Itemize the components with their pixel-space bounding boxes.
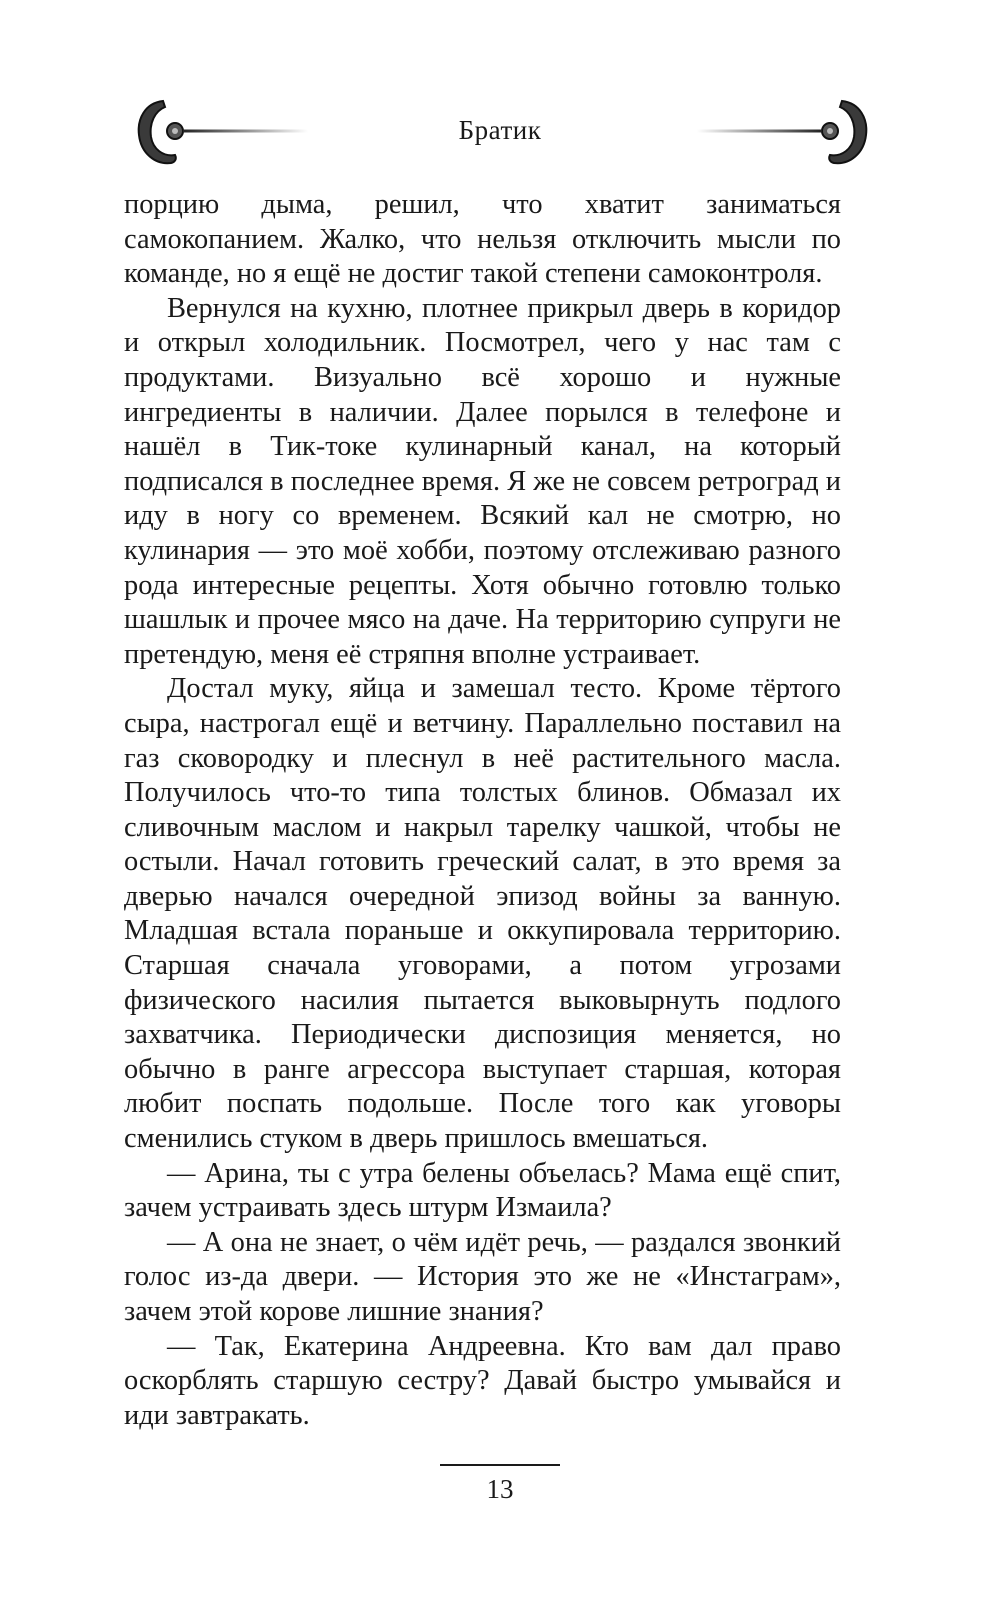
- right-scroll-ornament-icon: [690, 95, 870, 175]
- paragraph: Достал муку, яйца и замешал тесто. Кроме тёртого сыра, настрогал ещё и ветчину. Параллельно поставил на газ сковородку и плеснул в неё растительного масла. Получилось что-то типа толстых блинов. Обмазал их сливочным маслом и накрыл тарелку чашкой, чтобы не остыли. Начал готовить греческий салат, в это время за дверью начался очередной эпизод войны за ванную. Младшая встала пораньше и оккупировала территорию. Старшая сначала уговорами, а потом угрозами физического насилия пытается выковырнуть подлого захватчика. Периодически диспозиция меняется, но обычно в ранге агрессора выступает старшая, которая любит поспать подольше. После того как уговоры сменились стуком в дверь пришлось вмешаться.: [124, 673, 841, 1155]
- paragraph: порцию дыма, решил, что хватит заниматься самокопанием. Жалко, что нельзя отключить мысли по команде, но я ещё не достиг такой степени самоконтроля.: [124, 189, 841, 290]
- running-header: [0, 95, 1000, 185]
- paragraph: Вернулся на кухню, плотнее прикрыл дверь в коридор и открыл холодильник. Посмотрел, чего у нас там с продуктами. Визуально всё хорошо и нужные ингредиенты в наличии. Далее порылся в телефоне и нашёл в Тик-токе кулинарный канал, на который подписался в последнее время. Я же не совсем ретроград и иду в ногу со временем. Всякий кал не смотрю, но кулинария — это моё хобби, поэтому отслеживаю разного рода интересные рецепты. Хотя обычно готовлю только шашлык и прочее мясо на даче. На территорию супруги не претендую, меня её стряпня вполне устраивает.: [124, 292, 841, 670]
- running-title: Братик: [458, 115, 542, 145]
- page-number: 13: [486, 1474, 514, 1504]
- dialogue-paragraph: — Арина, ты с утра белены объелась? Мама ещё спит, зачем устраивать здесь штурм Измаила?: [124, 1157, 841, 1224]
- dialogue-paragraph: — А она не знает, о чём идёт речь, — раздался звонкий голос из-да двери. — История это же не «Инстаграм», зачем этой корове лишние знания?: [124, 1226, 841, 1327]
- page-footer: [0, 1464, 1000, 1505]
- body-text: [124, 188, 841, 1433]
- footer-rule: [440, 1464, 560, 1466]
- dialogue-paragraph: — Так, Екатерина Андреевна. Кто вам дал право оскорблять старшую сестру? Давай быстро умывайся и иди завтракать.: [124, 1330, 841, 1431]
